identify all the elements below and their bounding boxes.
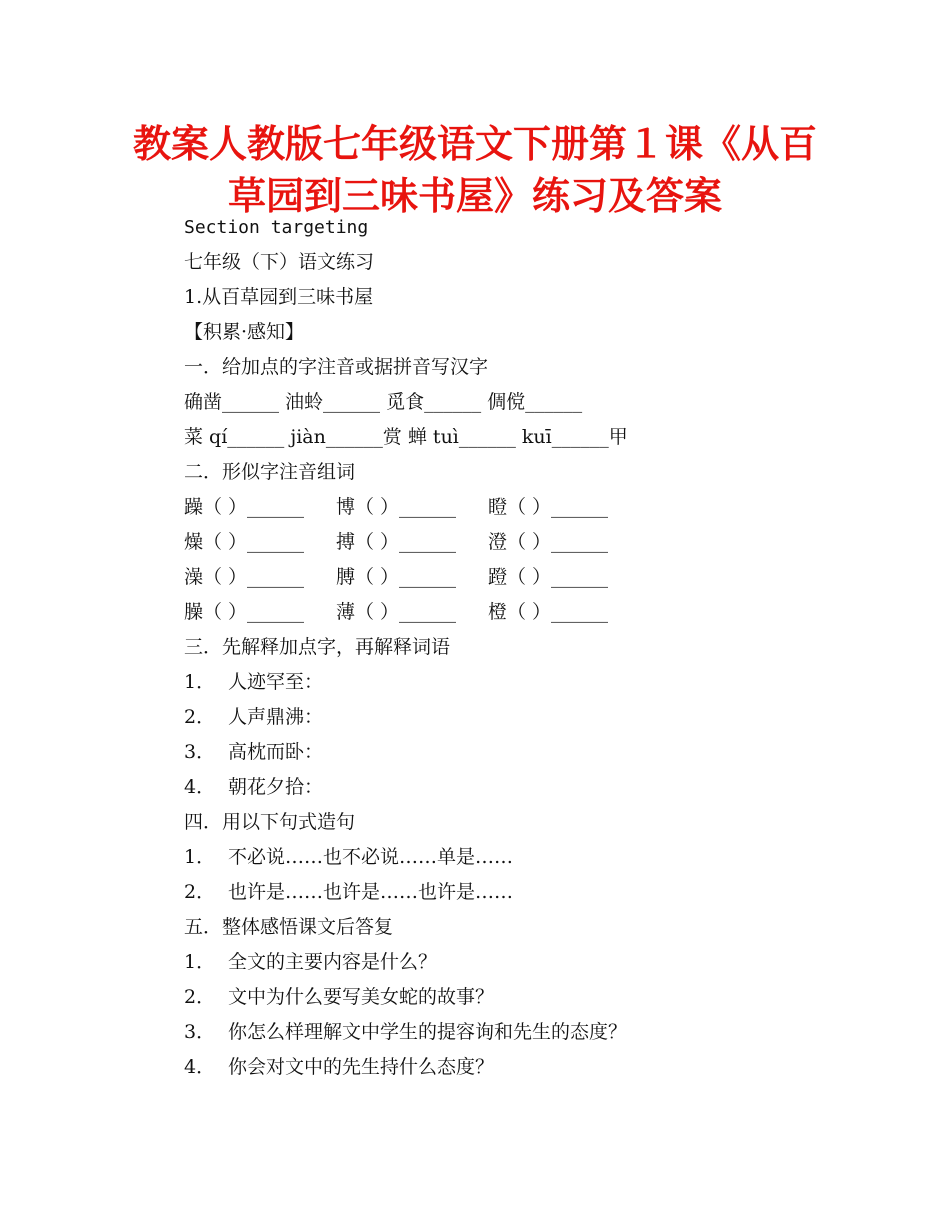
item-number: 2． [184, 986, 216, 1008]
item-number: 4． [184, 1056, 216, 1078]
item-text: 也许是……也许是……也许是…… [228, 881, 514, 903]
item-text: 你怎么样理解文中学生的提容询和先生的态度？ [228, 1021, 628, 1043]
char-item: 瞪（ ）______ [488, 496, 609, 518]
item-number: 1． [184, 846, 216, 868]
question-1-heading: 一．给加点的字注音或据拼音写汉字 [184, 356, 489, 378]
list-item [184, 980, 904, 1015]
question-3-heading: 三．先解释加点字，再解释词语 [184, 636, 451, 658]
char-item: 躁（ ）______ [184, 496, 305, 518]
question-1-row-2: 菜 qí______ jiàn______赏 蝉 tuì______ kuī______甲 [184, 426, 628, 448]
list-item [184, 875, 904, 910]
subtitle: 七年级（下）语文练习 [184, 251, 375, 273]
lesson-title: 1.从百草园到三味书屋 [184, 286, 374, 308]
list-item [184, 665, 904, 700]
char-item: 膊（ ）______ [336, 566, 457, 588]
item-number: 1． [184, 951, 216, 973]
question-2-row [184, 560, 904, 595]
list-item [184, 840, 904, 875]
list-item [184, 1015, 904, 1050]
question-2-row [184, 490, 904, 525]
item-number: 3． [184, 1021, 216, 1043]
char-item: 搏（ ）______ [336, 531, 457, 553]
question-2-heading: 二．形似字注音组词 [184, 461, 356, 483]
char-item: 橙（ ）______ [488, 601, 609, 623]
title-line-2: 草园到三味书屋》练习及答案 [227, 174, 722, 218]
list-item [184, 1050, 904, 1085]
question-4-heading: 四．用以下句式造句 [184, 811, 356, 833]
item-text: 你会对文中的先生持什么态度？ [228, 1056, 495, 1078]
item-number: 3． [184, 741, 216, 763]
question-5-heading: 五．整体感悟课文后答复 [184, 916, 394, 938]
list-item [184, 735, 904, 770]
char-item: 博（ ）______ [336, 496, 457, 518]
char-item: 澄（ ）______ [488, 531, 609, 553]
item-text: 全文的主要内容是什么？ [228, 951, 438, 973]
category-heading: 【积累·感知】 [184, 321, 305, 343]
item-text: 文中为什么要写美女蛇的故事？ [228, 986, 495, 1008]
question-2-row [184, 595, 904, 630]
item-text: 人声鼎沸： [228, 706, 324, 728]
list-item [184, 945, 904, 980]
list-item [184, 700, 904, 735]
question-1-row-1: 确凿______ 油蛉______ 觅食______ 倜傥______ [184, 391, 583, 413]
document-title [0, 118, 950, 222]
item-text: 朝花夕拾： [228, 776, 324, 798]
item-number: 4． [184, 776, 216, 798]
char-item: 燥（ ）______ [184, 531, 305, 553]
item-text: 人迹罕至： [228, 671, 324, 693]
title-line-1: 教案人教版七年级语文下册第１课《从百 [132, 122, 817, 166]
char-item: 薄（ ）______ [336, 601, 457, 623]
item-number: 2． [184, 881, 216, 903]
list-item [184, 770, 904, 805]
char-item: 臊（ ）______ [184, 601, 305, 623]
char-item: 蹬（ ）______ [488, 566, 609, 588]
item-text: 高枕而卧： [228, 741, 324, 763]
item-number: 2． [184, 706, 216, 728]
section-targeting: Section targeting [184, 217, 369, 238]
item-text: 不必说……也不必说……单是…… [228, 846, 514, 868]
question-2-row [184, 525, 904, 560]
document-body [184, 210, 904, 1085]
char-item: 澡（ ）______ [184, 566, 305, 588]
item-number: 1． [184, 671, 216, 693]
